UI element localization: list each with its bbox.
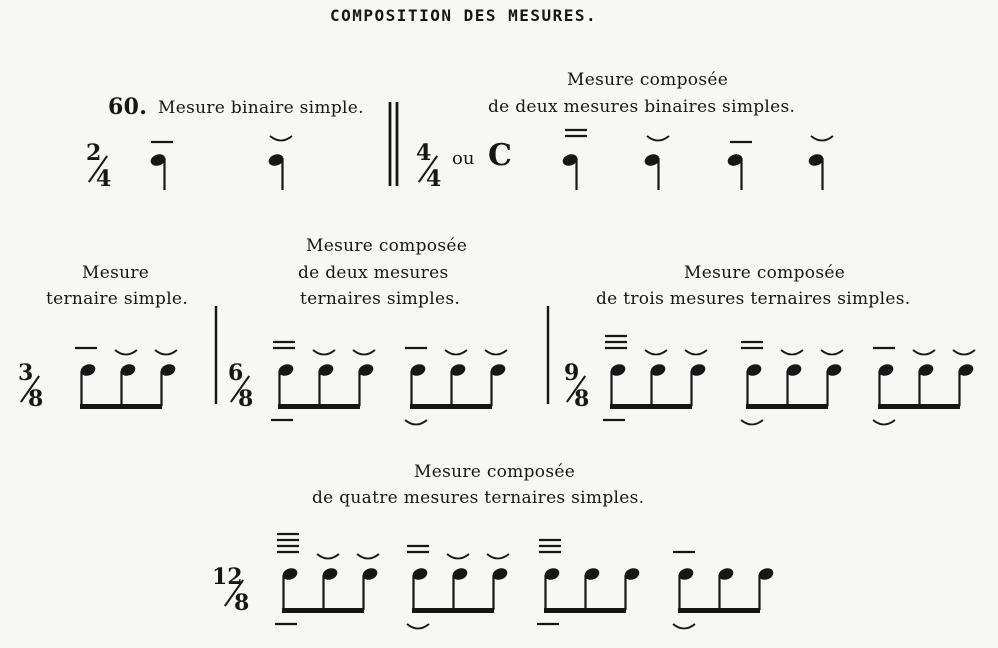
label-twelve-eight-line2: de quatre mesures ternaires simples.	[312, 488, 645, 508]
or-word: ou	[452, 148, 475, 169]
weak-beat-arc	[270, 136, 292, 141]
label-six-eight-line2: de deux mesures	[298, 263, 449, 283]
weak-beat-arc	[115, 350, 137, 355]
time-signature-bottom: 8	[574, 386, 590, 412]
weak-beat-arc	[313, 350, 335, 355]
weak-beat-arc	[741, 420, 763, 425]
time-signature-top: 4	[416, 140, 432, 166]
label-six-eight-line3: ternaires simples.	[300, 289, 461, 309]
label-binaire-simple: Mesure binaire simple.	[158, 98, 364, 118]
beam	[80, 404, 162, 409]
weak-beat-arc	[821, 350, 843, 355]
label-composee-binaire-line2: de deux mesures binaires simples.	[488, 97, 796, 117]
time-signature-bottom: 8	[28, 386, 44, 412]
weak-beat-arc	[405, 420, 427, 425]
time-signature-bottom: 4	[96, 166, 112, 192]
time-signature-top: 9	[564, 360, 580, 386]
weak-beat-arc	[953, 350, 975, 355]
time-signature-bottom: 4	[426, 166, 442, 192]
label-nine-eight-line1: Mesure composée	[684, 263, 846, 283]
beam	[746, 404, 828, 409]
beam	[610, 404, 692, 409]
time-signature-top: 2	[86, 140, 102, 166]
weak-beat-arc	[407, 624, 429, 629]
time-signature-bottom: 8	[238, 386, 254, 412]
label-ternaire-simple-line2: ternaire simple.	[46, 289, 188, 309]
beam	[282, 608, 364, 613]
weak-beat-arc	[445, 350, 467, 355]
weak-beat-arc	[317, 554, 339, 559]
weak-beat-arc	[353, 350, 375, 355]
beam	[278, 404, 360, 409]
common-time-symbol: C	[488, 138, 512, 173]
weak-beat-arc	[487, 554, 509, 559]
weak-beat-arc	[647, 136, 669, 141]
page-title: COMPOSITION DES MESURES.	[330, 6, 598, 25]
label-six-eight-line1: Mesure composée	[306, 236, 468, 256]
time-signature-top: 12	[212, 564, 243, 590]
beam	[878, 404, 960, 409]
weak-beat-arc	[685, 350, 707, 355]
label-ternaire-simple-line1: Mesure	[82, 263, 150, 283]
label-composee-binaire-line1: Mesure composée	[567, 70, 729, 90]
weak-beat-arc	[873, 420, 895, 425]
section-number: 60.	[108, 94, 148, 120]
weak-beat-arc	[357, 554, 379, 559]
label-nine-eight-line2: de trois mesures ternaires simples.	[596, 289, 911, 309]
time-signature-top: 6	[228, 360, 244, 386]
weak-beat-arc	[485, 350, 507, 355]
label-twelve-eight-line1: Mesure composée	[414, 462, 576, 482]
weak-beat-arc	[155, 350, 177, 355]
weak-beat-arc	[447, 554, 469, 559]
weak-beat-arc	[781, 350, 803, 355]
beam	[678, 608, 760, 613]
time-signature-bottom: 8	[234, 590, 250, 616]
weak-beat-arc	[673, 624, 695, 629]
time-signature-top: 3	[18, 360, 34, 386]
beam	[410, 404, 492, 409]
weak-beat-arc	[811, 136, 833, 141]
beam	[412, 608, 494, 613]
beam	[544, 608, 626, 613]
weak-beat-arc	[645, 350, 667, 355]
weak-beat-arc	[913, 350, 935, 355]
